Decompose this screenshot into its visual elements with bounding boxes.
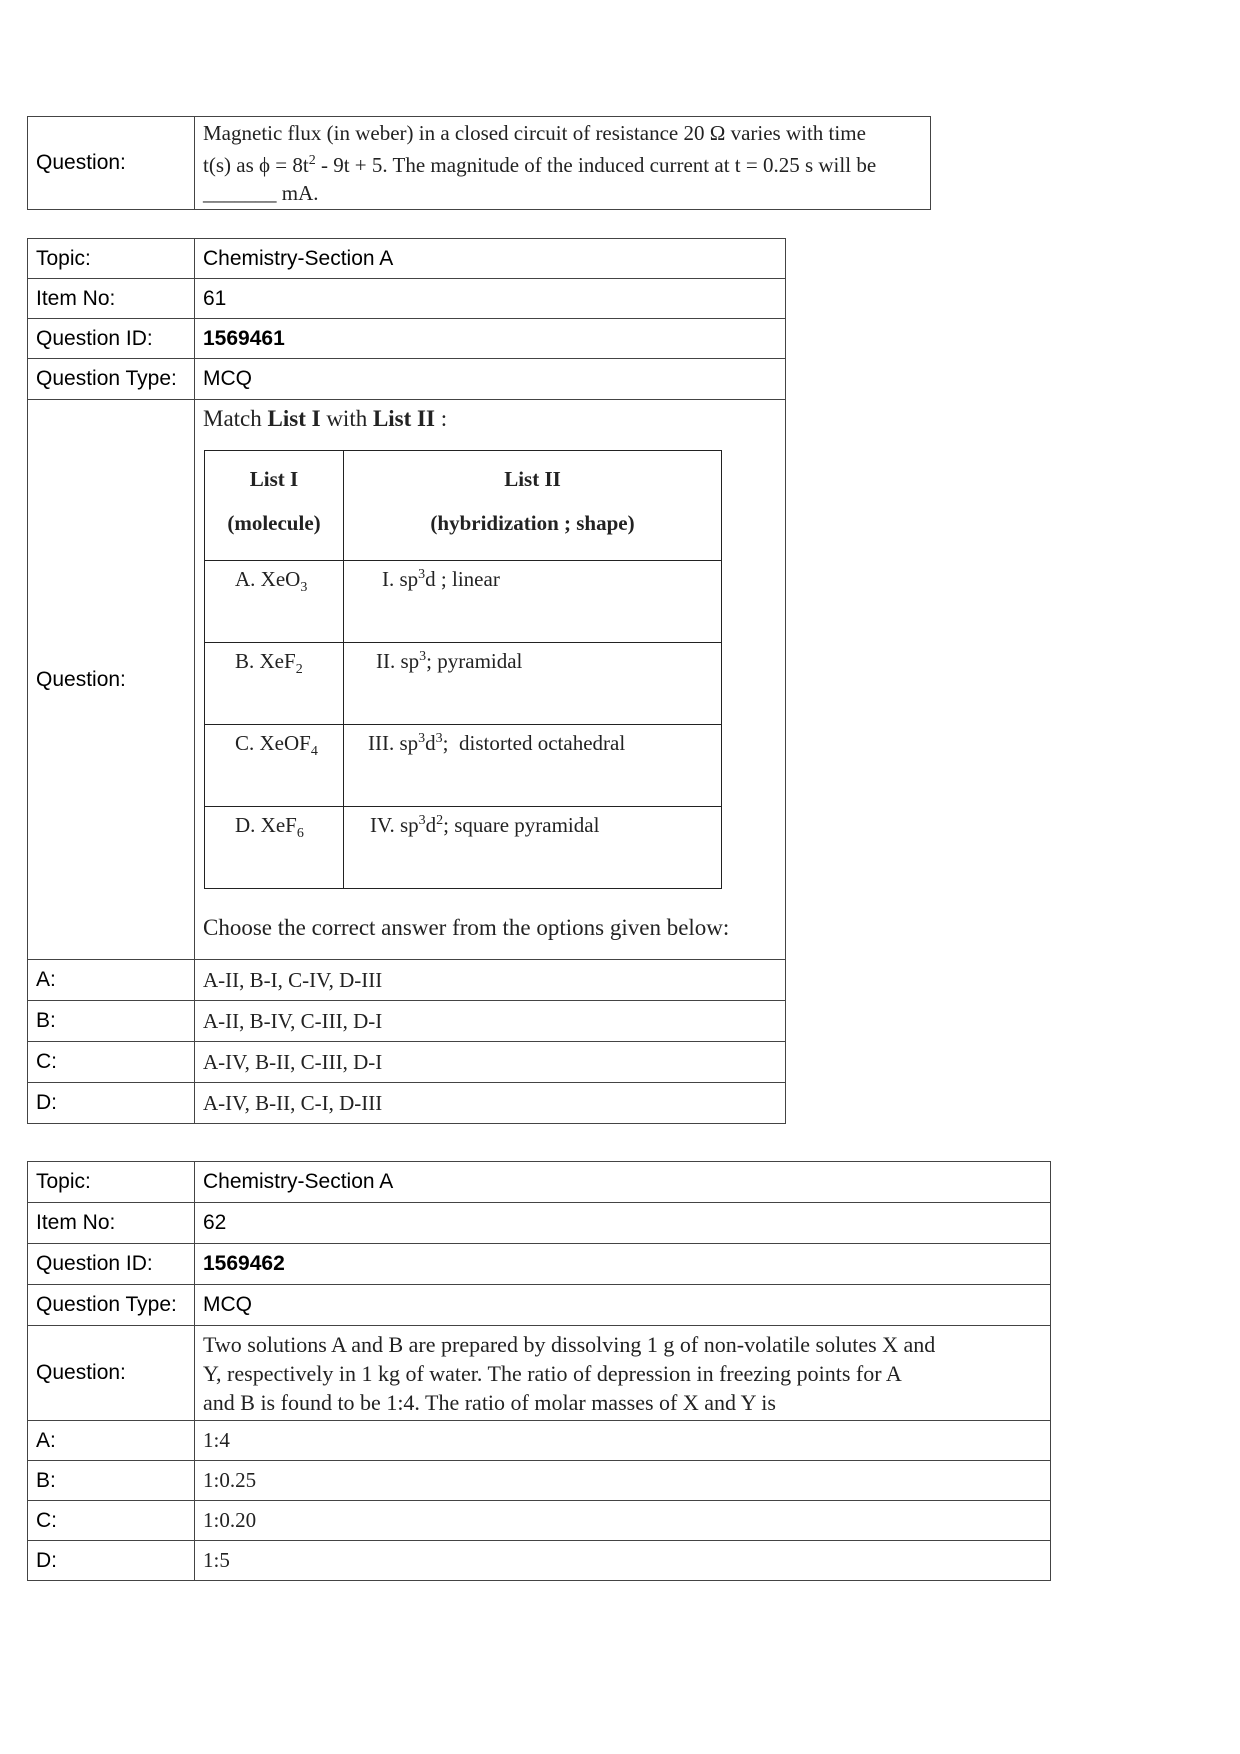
superscript: 3 <box>418 731 426 746</box>
instruction-fragment: : <box>434 406 448 431</box>
hybridization-fragment: d ; linear <box>425 567 500 591</box>
question-text <box>195 1326 1051 1421</box>
hybridization-fragment: d <box>425 731 436 755</box>
question-id-value: 1569461 <box>195 319 786 359</box>
item-no-value: 61 <box>195 279 786 319</box>
subscript: 2 <box>295 662 303 678</box>
match-row <box>205 561 722 643</box>
question-line: Y, respectively in 1 kg of water. The ratio of depression in freezing points for A <box>203 1360 902 1386</box>
question-fragment: - 9t + 5. The magnitude of the induced current at t = 0.25 s will be <box>315 153 877 177</box>
instruction-list2: List II <box>372 406 435 431</box>
question-block-prev <box>27 116 931 210</box>
option-text: A-II, B-IV, C-III, D-I <box>195 1001 786 1042</box>
question-label: Question: <box>28 117 195 210</box>
match-row <box>205 807 722 889</box>
list1-title: List I <box>249 467 299 491</box>
hybridization: III. sp <box>368 731 419 755</box>
item-no-row <box>28 279 786 319</box>
option-row <box>28 1083 786 1124</box>
option-label: D: <box>28 1083 195 1124</box>
option-row <box>28 1421 1051 1461</box>
match-header-row <box>205 451 722 561</box>
list2-subtitle: (hybridization ; shape) <box>430 511 635 535</box>
superscript: 3 <box>418 567 426 582</box>
option-text: 1:0.20 <box>195 1501 1051 1541</box>
list1-header <box>205 451 344 561</box>
question-fragment: t(s) as ϕ = 8t <box>203 153 309 177</box>
topic-label: Topic: <box>28 1162 195 1203</box>
question-content <box>195 400 786 960</box>
hybridization-fragment: d <box>425 813 437 837</box>
question-block-62 <box>27 1161 1051 1581</box>
hybridization-fragment: ; distorted octahedral <box>442 731 626 755</box>
superscript: 2 <box>308 153 316 168</box>
subscript: 6 <box>296 826 304 842</box>
option-text: 1:4 <box>195 1421 1051 1461</box>
match-row <box>205 725 722 807</box>
match-instruction <box>203 406 785 432</box>
item-no-row <box>28 1203 1051 1244</box>
topic-label: Topic: <box>28 239 195 279</box>
hybridization-fragment: ; square pyramidal <box>443 813 600 837</box>
option-text: A-IV, B-II, C-III, D-I <box>195 1042 786 1083</box>
item-no-label: Item No: <box>28 279 195 319</box>
list2-cell <box>344 725 722 807</box>
match-row <box>205 643 722 725</box>
option-row <box>28 1042 786 1083</box>
question-type-label: Question Type: <box>28 1285 195 1326</box>
question-text <box>195 117 931 210</box>
question-line: Two solutions A and B are prepared by dissolving 1 g of non-volatile solutes X and <box>203 1331 936 1357</box>
option-label: A: <box>28 960 195 1001</box>
question-label: Question: <box>28 1326 195 1421</box>
option-row <box>28 1461 1051 1501</box>
question-row <box>28 400 786 960</box>
hybridization-fragment: ; pyramidal <box>426 649 523 673</box>
option-label: C: <box>28 1501 195 1541</box>
instruction-fragment: with <box>320 406 373 431</box>
question-row <box>28 1326 1051 1421</box>
question-label: Question: <box>28 400 195 960</box>
item-no-value: 62 <box>195 1203 1051 1244</box>
question-id-label: Question ID: <box>28 319 195 359</box>
question-type-value: MCQ <box>195 1285 1051 1326</box>
list2-header <box>344 451 722 561</box>
topic-value: Chemistry-Section A <box>195 1162 1051 1203</box>
option-label: D: <box>28 1541 195 1581</box>
subscript: 4 <box>310 744 318 760</box>
option-row <box>28 1541 1051 1581</box>
list2-cell <box>344 561 722 643</box>
option-row <box>28 960 786 1001</box>
instruction-list1: List I <box>267 406 321 431</box>
superscript: 3 <box>435 731 443 746</box>
question-line: Magnetic flux (in weber) in a closed circuit of resistance 20 Ω varies with time <box>203 121 866 145</box>
molecule: C. XeOF <box>235 731 311 755</box>
question-type-value: MCQ <box>195 359 786 400</box>
subscript: 3 <box>300 580 308 596</box>
option-text: A-II, B-I, C-IV, D-III <box>195 960 786 1001</box>
question-line: and B is found to be 1:4. The ratio of molar masses of X and Y is <box>203 1389 776 1415</box>
option-row <box>28 1001 786 1042</box>
question-row <box>28 117 931 210</box>
hybridization: I. sp <box>382 567 419 591</box>
superscript: 2 <box>436 813 444 828</box>
match-question <box>203 400 785 947</box>
list1-subtitle: (molecule) <box>227 511 321 535</box>
option-label: B: <box>28 1461 195 1501</box>
option-text: A-IV, B-II, C-I, D-III <box>195 1083 786 1124</box>
choose-instruction: Choose the correct answer from the options given below: <box>203 915 730 940</box>
question-type-row <box>28 1285 1051 1326</box>
option-text: 1:0.25 <box>195 1461 1051 1501</box>
question-block-61 <box>27 238 786 1124</box>
question-line <box>203 147 930 179</box>
topic-value: Chemistry-Section A <box>195 239 786 279</box>
list1-cell <box>205 643 344 725</box>
list2-title: List II <box>504 467 561 491</box>
topic-row <box>28 1162 1051 1203</box>
list2-cell <box>344 807 722 889</box>
question-id-label: Question ID: <box>28 1244 195 1285</box>
option-label: B: <box>28 1001 195 1042</box>
list1-cell <box>205 807 344 889</box>
instruction-fragment: Match <box>203 406 268 431</box>
molecule: B. XeF <box>235 649 296 673</box>
list2-cell <box>344 643 722 725</box>
match-table <box>204 450 722 889</box>
question-line: _______ mA. <box>203 181 319 205</box>
question-id-row <box>28 319 786 359</box>
list1-cell <box>205 561 344 643</box>
molecule: A. XeO <box>235 567 301 591</box>
item-no-label: Item No: <box>28 1203 195 1244</box>
list1-cell <box>205 725 344 807</box>
hybridization: II. sp <box>376 649 420 673</box>
topic-row <box>28 239 786 279</box>
superscript: 3 <box>418 813 426 828</box>
question-id-row <box>28 1244 1051 1285</box>
question-id-value: 1569462 <box>195 1244 1051 1285</box>
option-text: 1:5 <box>195 1541 1051 1581</box>
option-row <box>28 1501 1051 1541</box>
question-type-row <box>28 359 786 400</box>
molecule: D. XeF <box>235 813 297 837</box>
option-label: A: <box>28 1421 195 1461</box>
hybridization: IV. sp <box>370 813 419 837</box>
superscript: 3 <box>419 649 427 664</box>
question-type-label: Question Type: <box>28 359 195 400</box>
option-label: C: <box>28 1042 195 1083</box>
